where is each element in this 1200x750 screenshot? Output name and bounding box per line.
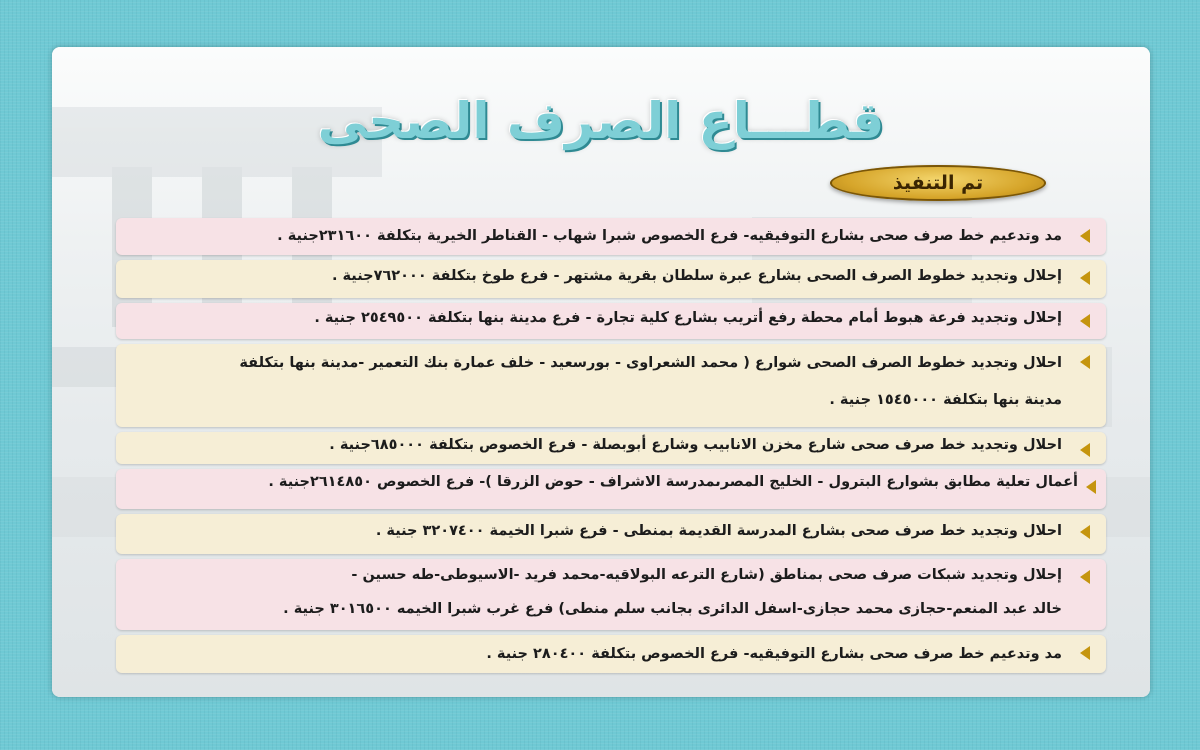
bullet-arrow-icon	[1080, 570, 1090, 584]
item-text: مد وتدعيم خط صرف صحى بشارع التوفيقيه- فرع الخصوص شبرا شهاب - القناطر الخيرية بتكلفة ٢٣١٦٠٠جنية .	[277, 228, 1062, 244]
bullet-arrow-icon	[1086, 480, 1096, 494]
item-text: إحلال وتجديد فرعة هبوط أمام محطة رفع أتريب بشارع كلية تجارة - فرع مدينة بنها بتكلفة ٢٥٤٩٥٠٠ جنية .	[314, 310, 1062, 326]
project-list	[116, 218, 1106, 678]
list-item	[116, 432, 1106, 464]
list-item	[116, 469, 1106, 509]
content-card	[52, 47, 1150, 697]
item-text: أعمال تعلية مطابق بشوارع البترول - الخليج المصرىمدرسة الاشراف - حوض الزرقا )- فرع الخصوص ٢٦١٤٨٥٠جنية .	[268, 474, 1078, 490]
item-text: احلال وتجديد خط صرف صحى شارع مخزن الانابيب وشارع أبوبصلة - فرع الخصوص بتكلفة ٦٨٥٠٠٠جنية .	[329, 437, 1062, 453]
bullet-arrow-icon	[1080, 443, 1090, 457]
list-item	[116, 344, 1106, 427]
item-text: احلال وتجديد خط صرف صحى بشارع المدرسة القديمة بمنطى - فرع شبرا الخيمة ٣٢٠٧٤٠٠ جنية .	[375, 523, 1062, 539]
list-item	[116, 260, 1106, 298]
list-item	[116, 303, 1106, 339]
item-text: احلال وتجديد خطوط الصرف الصحى شوارع ( محمد الشعراوى - بورسعيد - خلف عمارة بنك التعمير -مدينة بنها بتكلفة	[239, 355, 1062, 371]
bullet-arrow-icon	[1080, 229, 1090, 243]
bullet-arrow-icon	[1080, 646, 1090, 660]
item-text: إحلال وتجديد شبكات صرف صحى بمناطق (شارع الترعه البولاقيه-محمد فريد -الاسيوطى-طه حسين -	[351, 567, 1062, 583]
bullet-arrow-icon	[1080, 271, 1090, 285]
item-text: مد وتدعيم خط صرف صحى بشارع التوفيقيه- فرع الخصوص بتكلفة ٢٨٠٤٠٠ جنية .	[486, 646, 1062, 662]
item-text: خالد عبد المنعم-حجازى محمد حجازى-اسفل الدائرى بجانب سلم منطى) فرع غرب شبرا الخيمه ٣٠١٦٥٠٠ جنية .	[283, 601, 1062, 617]
list-item	[116, 514, 1106, 554]
bullet-arrow-icon	[1080, 314, 1090, 328]
page-title: قطـــاع الصرف الصحى	[317, 92, 885, 150]
item-text: إحلال وتجديد خطوط الصرف الصحى بشارع عبرة سلطان بقرية مشتهر - فرع طوخ بتكلفة ٧٦٢٠٠٠جنية .	[331, 268, 1062, 284]
bullet-arrow-icon	[1080, 525, 1090, 539]
list-item	[116, 218, 1106, 255]
list-item	[116, 635, 1106, 673]
item-text: مدينة بنها بتكلفة ١٥٤٥٠٠٠ جنية .	[829, 392, 1062, 408]
list-item	[116, 559, 1106, 630]
bullet-arrow-icon	[1080, 355, 1090, 369]
status-badge: تم التنفيذ	[830, 165, 1046, 201]
